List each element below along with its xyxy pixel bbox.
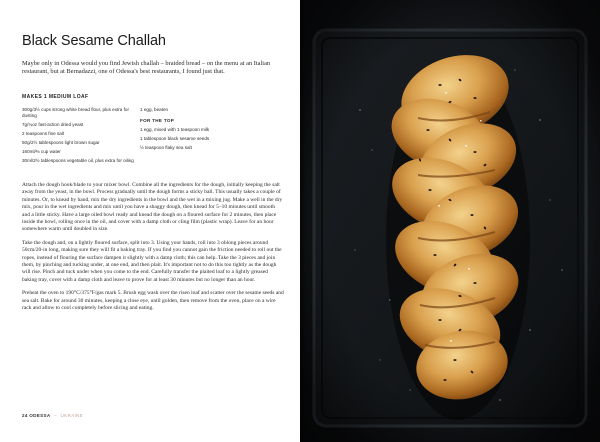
yield-heading: MAKES 1 MEDIUM LOAF xyxy=(22,94,89,100)
method-paragraph: Take the dough and, on a lightly floured surface, split into 3. Using your hands, roll into 3 oblong pieces around 50cm/20-in long, making sure they will fit a baking tray. If you find you cannot gain the friction needed to roll out the ropes, instead of flouring the surface dampen it slightly with a damp cloth; this can help. Take the 3 pieces and join them, by pinching and tucking under, at one end, and then plait. It's important not to do this too tightly as the dough will rise. Pinch and tuck under when you come to the end. Carefully transfer the plaited loaf to a lightly greased baking tray, cover with a damp cloth and leave to prove for at least 30 minutes but no longer than an hour. xyxy=(22,239,282,283)
topping-item: ½ teaspoon flaky sea salt xyxy=(140,145,192,150)
ingredient-item: 50g/2½ tablespoons light brown sugar xyxy=(22,140,100,145)
ingredient-item: 30ml/2½ tablespoons vegetable oil, plus extra for oiling xyxy=(22,158,134,163)
recipe-title: Black Sesame Challah xyxy=(22,33,166,49)
footer-city: ODESSA xyxy=(29,413,51,418)
challah-photo xyxy=(300,0,600,442)
ingredients-dough xyxy=(22,107,142,167)
ingredient-item: 1 egg, beaten xyxy=(140,107,169,112)
photo-page xyxy=(300,0,600,442)
ingredient-item: 160ml/⅔ cup water xyxy=(22,149,61,154)
topping-heading: FOR THE TOP xyxy=(140,118,175,123)
footer-separator: – xyxy=(54,413,57,418)
method-paragraph: Attach the dough hook/blade to your mixer bowl. Combine all the ingredients for the dough, initially keeping the salt away from the yeast, in the bowl. Process gradually until the dough forms a sticky ball. This usually takes a couple of minutes. Or, to knead by hand, mix the dry ingredients in the bowl and the wet in a mixing jug. Make a well in the dry mix, pour in the wet ingredients and mix until you have a shaggy dough, then knead for 5–10 minutes until smooth and a little sticky. Have a large oiled bowl ready and knead the dough on a floured surface for 2 minutes, then place inside the bowl, rolling once in the oil, and cover with a damp cloth or cling film (plastic wrap). Leave for an hour somewhere warm until doubled in size. xyxy=(22,182,283,233)
ingredient-item: 2 teaspoons fine salt xyxy=(22,131,65,136)
ingredients-extra xyxy=(140,107,280,154)
method-paragraph: Preheat the oven to 190°C/375°F/gas mark 5. Brush egg wash over the risen loaf and scatter over the sesame seeds and sea salt. Bake for around 30 minutes, keeping a close eye, until golden, then remove from the oven, place on a wire rack and allow to cool completely before slicing and eating. xyxy=(22,290,284,312)
ingredient-item: 7g/¼oz fast-action dried yeast xyxy=(22,122,84,127)
method-steps xyxy=(22,182,284,319)
page-number: 24 xyxy=(22,413,28,418)
ingredients-list xyxy=(22,107,284,177)
page-gutter xyxy=(300,0,306,442)
topping-item: 1 tablespoon black sesame seeds xyxy=(140,136,210,141)
topping-item: 1 egg, mixed with 1 teaspoon milk xyxy=(140,127,210,132)
footer-country: UKRAINE xyxy=(60,413,84,418)
page-footer xyxy=(22,413,83,418)
ingredient-item: 300g/3½ cups strong white bread flour, plus extra for dusting xyxy=(22,107,129,118)
recipe-intro: Maybe only in Odessa would you find Jewish challah – braided bread – on the menu at an Italian restaurant, but at Bernadazzi, one of Odessa's best restaurants, I found just that. xyxy=(22,60,271,76)
